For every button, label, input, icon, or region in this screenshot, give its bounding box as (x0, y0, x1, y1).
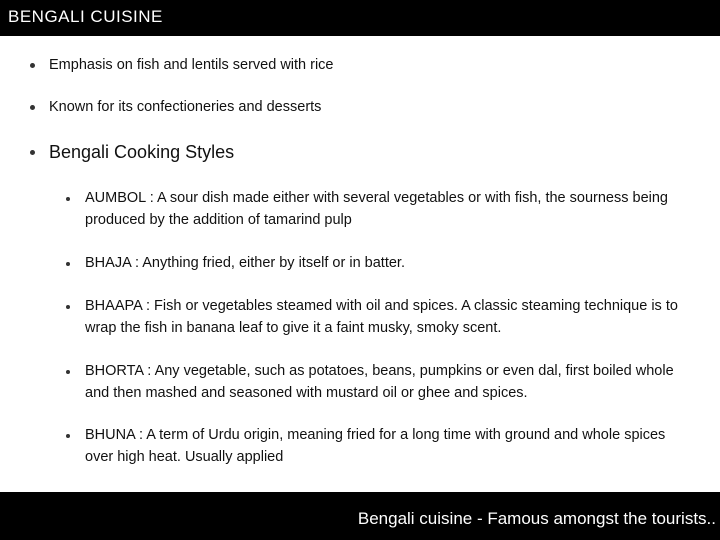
title-bar (0, 0, 720, 36)
bullet-dot-icon (30, 105, 35, 110)
bullet-dot-icon (66, 434, 70, 438)
bullet-text: Emphasis on fish and lentils served with rice (49, 57, 334, 73)
style-item-bhuna (66, 425, 686, 468)
style-item-aumbol (66, 188, 686, 231)
bullet-dot-icon (66, 370, 70, 374)
bullet-confectioneries (30, 97, 690, 117)
style-item-text: BHORTA : Any vegetable, such as potatoes, beans, pumpkins or even dal, first boiled whole and then mashed and seasoned with mustard oil or ghee and spices. (85, 363, 674, 401)
bullet-cooking-styles (30, 141, 690, 163)
bullet-text: Known for its confectioneries and desserts (49, 99, 322, 115)
style-item-bhaja (66, 253, 686, 275)
bullet-fish-lentils (30, 55, 690, 75)
style-item-text: BHUNA : A term of Urdu origin, meaning fried for a long time with ground and whole spices over high heat. Usually applied (85, 427, 666, 465)
footer-caption: Bengali cuisine - Famous amongst the tourists.. (357, 509, 716, 528)
style-item-bhorta (66, 361, 686, 404)
footer-bar (0, 492, 720, 540)
style-item-bhaapa (66, 296, 686, 339)
slide-title: BENGALI CUISINE (8, 7, 163, 26)
slide-content (0, 36, 720, 492)
bullet-dot-icon (66, 305, 70, 309)
style-item-text: AUMBOL : A sour dish made either with several vegetables or with fish, the sourness being produced by the addition of tamarind pulp (85, 190, 668, 228)
bullet-dot-icon (30, 63, 35, 68)
style-item-text: BHAAPA : Fish or vegetables steamed with oil and spices. A classic steaming technique is to wrap the fish in banana leaf to give it a faint musky, smoky scent. (85, 298, 678, 336)
bullet-dot-icon (30, 150, 35, 155)
bullet-dot-icon (66, 262, 70, 266)
bullet-text: Bengali Cooking Styles (49, 142, 235, 162)
bullet-dot-icon (66, 197, 70, 201)
style-item-text: BHAJA : Anything fried, either by itself or in batter. (85, 255, 405, 271)
